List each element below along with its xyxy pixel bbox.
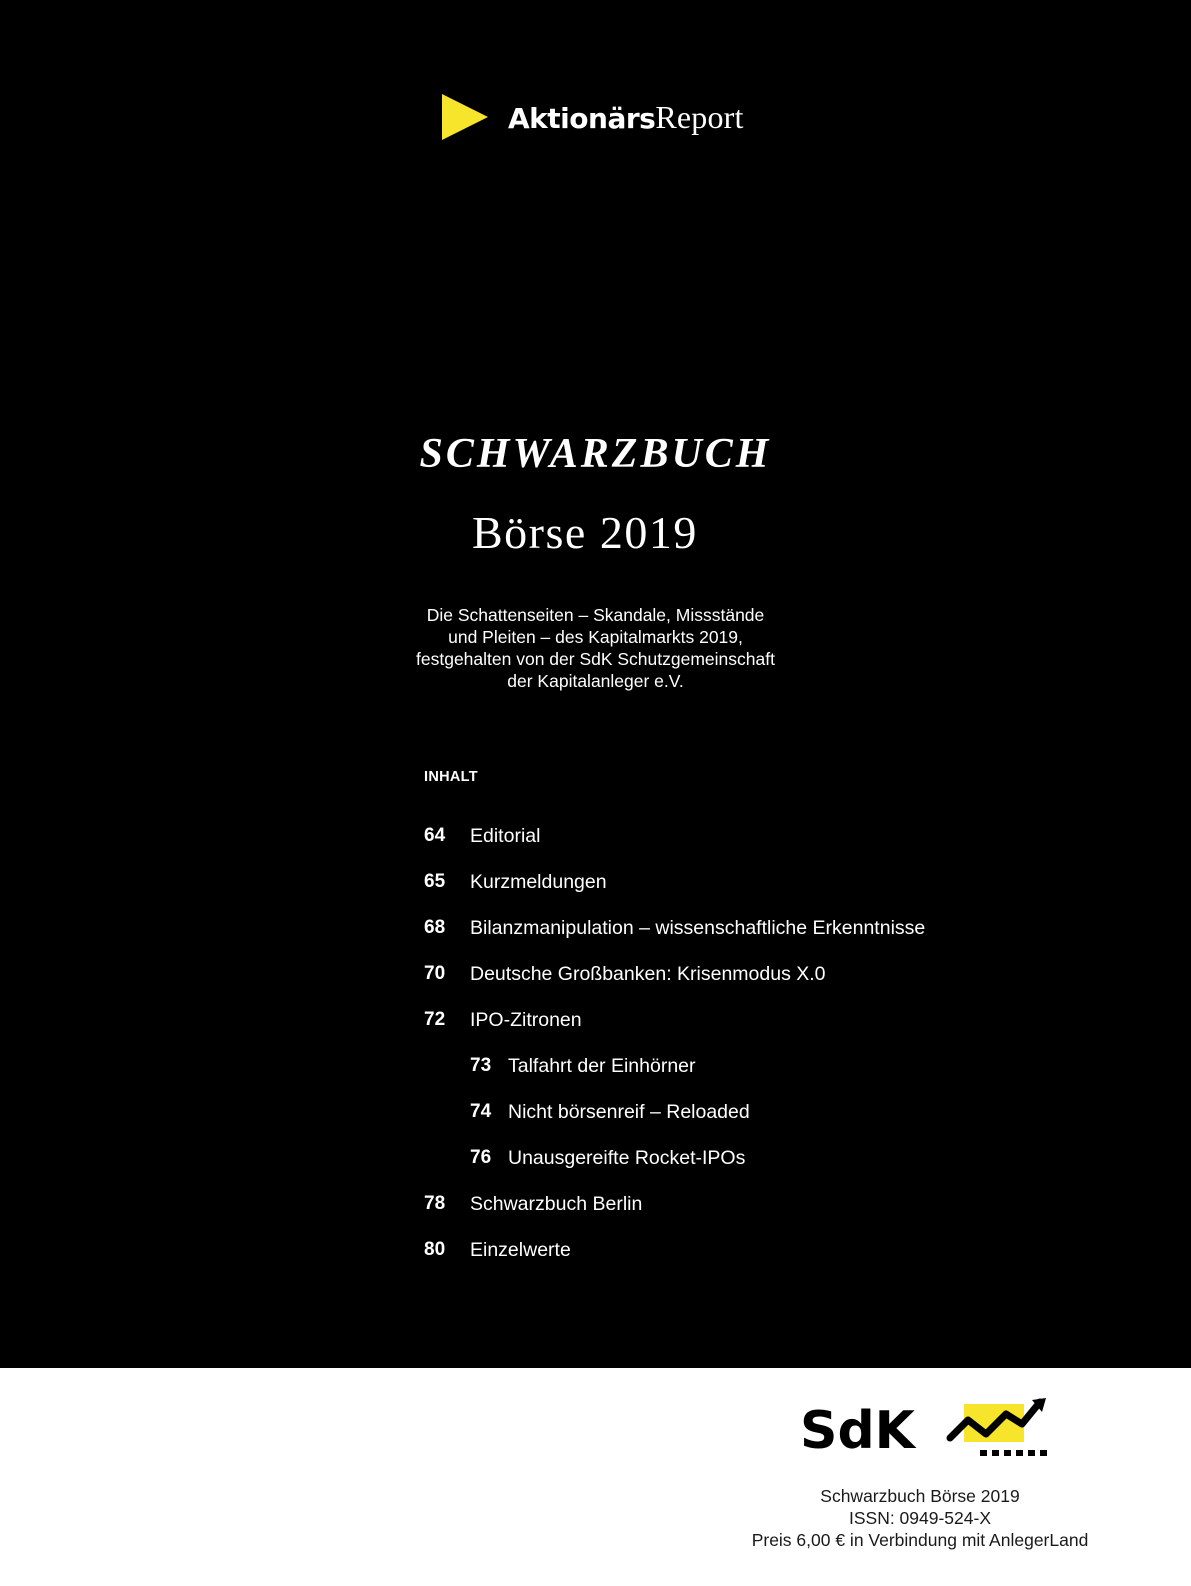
toc-item[interactable] (424, 1236, 571, 1264)
toc-page-number: 80 (424, 1239, 446, 1260)
toc-page-number: 65 (424, 871, 446, 892)
toc-item-label: Editorial (470, 824, 541, 847)
brand-strong-text: Aktionärs (508, 101, 656, 135)
toc-item-label: Talfahrt der Einhörner (508, 1054, 696, 1077)
toc-page-number: 68 (424, 917, 446, 938)
publication-info (700, 1485, 1140, 1551)
toc-item-label: IPO-Zitronen (470, 1008, 582, 1031)
toc-subitem[interactable] (470, 1144, 745, 1172)
subtitle-line: der Kapitalanleger e.V. (507, 671, 684, 691)
toc-subitem[interactable] (470, 1052, 696, 1080)
subtitle-line: Die Schattenseiten – Skandale, Missstände (426, 605, 765, 625)
price-note: Preis 6,00 € in Verbindung mit AnlegerLand (751, 1530, 1089, 1550)
toc-item-label: Kurzmeldungen (470, 870, 607, 893)
toc-item-label: Nicht börsenreif – Reloaded (508, 1100, 750, 1123)
toc-item-label: Unausgereifte Rocket-IPOs (508, 1146, 746, 1169)
play-arrow-icon (440, 92, 490, 142)
toc-item-label: Deutsche Großbanken: Krisenmodus X.0 (470, 962, 826, 985)
toc-page-number: 64 (424, 825, 446, 846)
brand-light-text: Report (655, 98, 744, 135)
toc-page-number: 70 (424, 963, 446, 984)
toc-subitem[interactable] (470, 1098, 750, 1126)
subtitle (0, 604, 1191, 692)
title-line-2: Börse 2019 (472, 507, 698, 558)
toc-item[interactable] (424, 822, 540, 850)
subtitle-line: festgehalten von der SdK Schutzgemeinschaft (416, 649, 775, 669)
toc-item[interactable] (424, 1006, 582, 1034)
toc-page-number: 73 (470, 1055, 492, 1076)
toc-item[interactable] (424, 960, 826, 988)
toc-item-label: Schwarzbuch Berlin (470, 1192, 643, 1215)
brand-logo (440, 92, 744, 142)
toc-heading: INHALT (424, 769, 478, 785)
subtitle-line: und Pleiten – des Kapitalmarkts 2019, (448, 627, 743, 647)
toc-item[interactable] (424, 868, 607, 896)
issn: ISSN: 0949-524-X (848, 1508, 992, 1528)
title-line-1: SCHWARZBUCH (419, 431, 772, 477)
toc-item[interactable] (424, 1190, 642, 1218)
sdk-logo-text: SdK (800, 1401, 915, 1461)
publication-title: Schwarzbuch Börse 2019 (820, 1486, 1020, 1506)
toc-item[interactable] (424, 914, 925, 942)
toc-page-number: 78 (424, 1193, 446, 1214)
toc-page-number: 74 (470, 1101, 492, 1122)
toc-page-number: 76 (470, 1147, 492, 1168)
toc-page-number: 72 (424, 1009, 446, 1030)
sdk-logo (800, 1398, 1060, 1470)
toc-item-label: Bilanzmanipulation – wissenschaftliche Erkenntnisse (470, 916, 926, 939)
chart-trend-icon (950, 1398, 1047, 1456)
brand-wordmark (508, 99, 744, 136)
toc-item-label: Einzelwerte (470, 1238, 571, 1261)
